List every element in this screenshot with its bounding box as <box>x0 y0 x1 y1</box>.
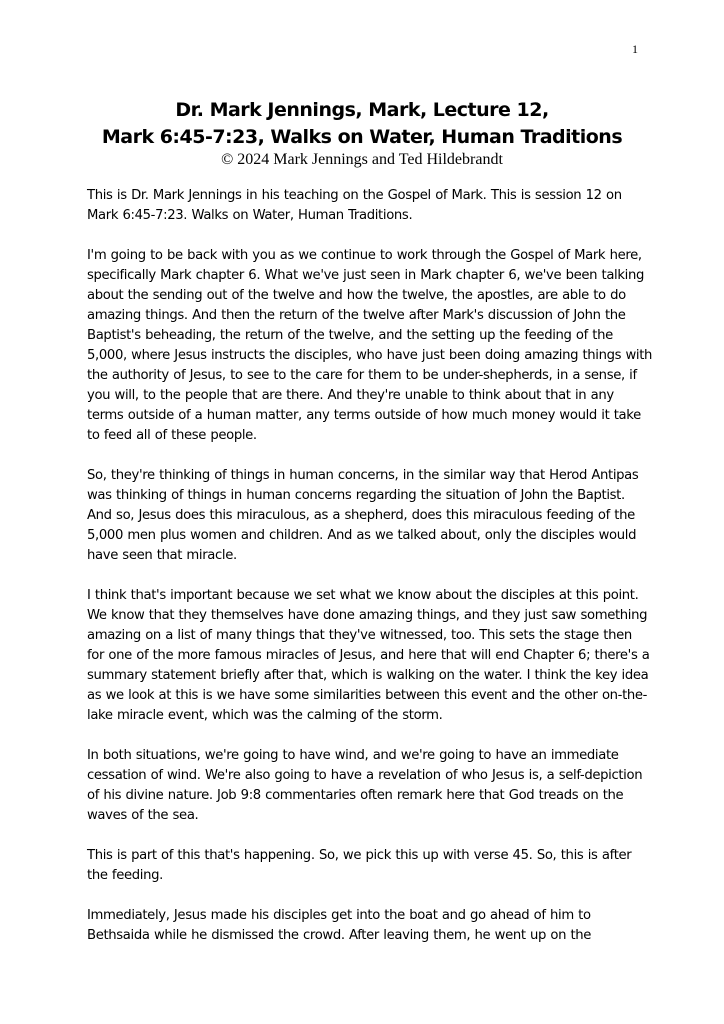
paragraph: So, they're thinking of things in human concerns, in the similar way that Herod Antipas was thinking of things in human concerns regarding the situation of John the Baptist. And so, Jesus does this miraculous, as a shepherd, does this miraculous feeding of the 5,000 men plus women and children. And as we talked about, only the disciples would have seen that miracle. <box>87 468 639 563</box>
paragraph: This is Dr. Mark Jennings in his teaching on the Gospel of Mark. This is session 12 on Mark 6:45-7:23. Walks on Water, Human Traditions. <box>87 188 622 223</box>
paragraph: Immediately, Jesus made his disciples get into the boat and go ahead of him to Bethsaida while he dismissed the crowd. After leaving them, he went up on the <box>87 908 592 943</box>
paragraph: I think that's important because we set what we know about the disciples at this point. We know that they themselves have done amazing things, and they just saw something amazing on a list of many things that they've witnessed, too. This sets the stage then for one of the more famous miracles of Jesus, and here that will end Chapter 6; there's a summary statement briefly after that, which is walking on the water. I think the key idea as we look at this is we have some similarities between this event and the other on-the-lake miracle event, which was the calming of the storm. <box>87 588 650 723</box>
page-number: 1 <box>632 42 638 56</box>
paragraph: This is part of this that's happening. So, we pick this up with verse 45. So, this is after the feeding. <box>87 848 632 883</box>
document-header <box>60 97 664 169</box>
paragraph: I'm going to be back with you as we continue to work through the Gospel of Mark here, specifically Mark chapter 6. What we've just seen in Mark chapter 6, we've been talking about the sending out of the twelve and how the twelve, the apostles, are able to do amazing things. And then the return of the twelve after Mark's discussion of John the Baptist's beheading, the return of the twelve, and the setting up the feeding of the 5,000, where Jesus instructs the disciples, who have just been doing amazing things with the authority of Jesus, to see to the care for them to be under-shepherds, in a sense, if you will, to the people that are there. And they're unable to think about that in any terms outside of a human matter, any terms outside of how much money would it take to feed all of these people. <box>87 248 653 443</box>
copyright-notice: © 2024 Mark Jennings and Ted Hildebrandt <box>221 151 503 168</box>
document-title-line-2: Mark 6:45-7:23, Walks on Water, Human Traditions <box>101 126 623 148</box>
paragraph: In both situations, we're going to have wind, and we're going to have an immediate cessation of wind. We're also going to have a revelation of who Jesus is, a self-depiction of his divine nature. Job 9:8 commentaries often remark here that God treads on the waves of the sea. <box>87 748 643 823</box>
document-body <box>87 186 653 946</box>
document-title-line-1: Dr. Mark Jennings, Mark, Lecture 12, <box>175 99 549 121</box>
